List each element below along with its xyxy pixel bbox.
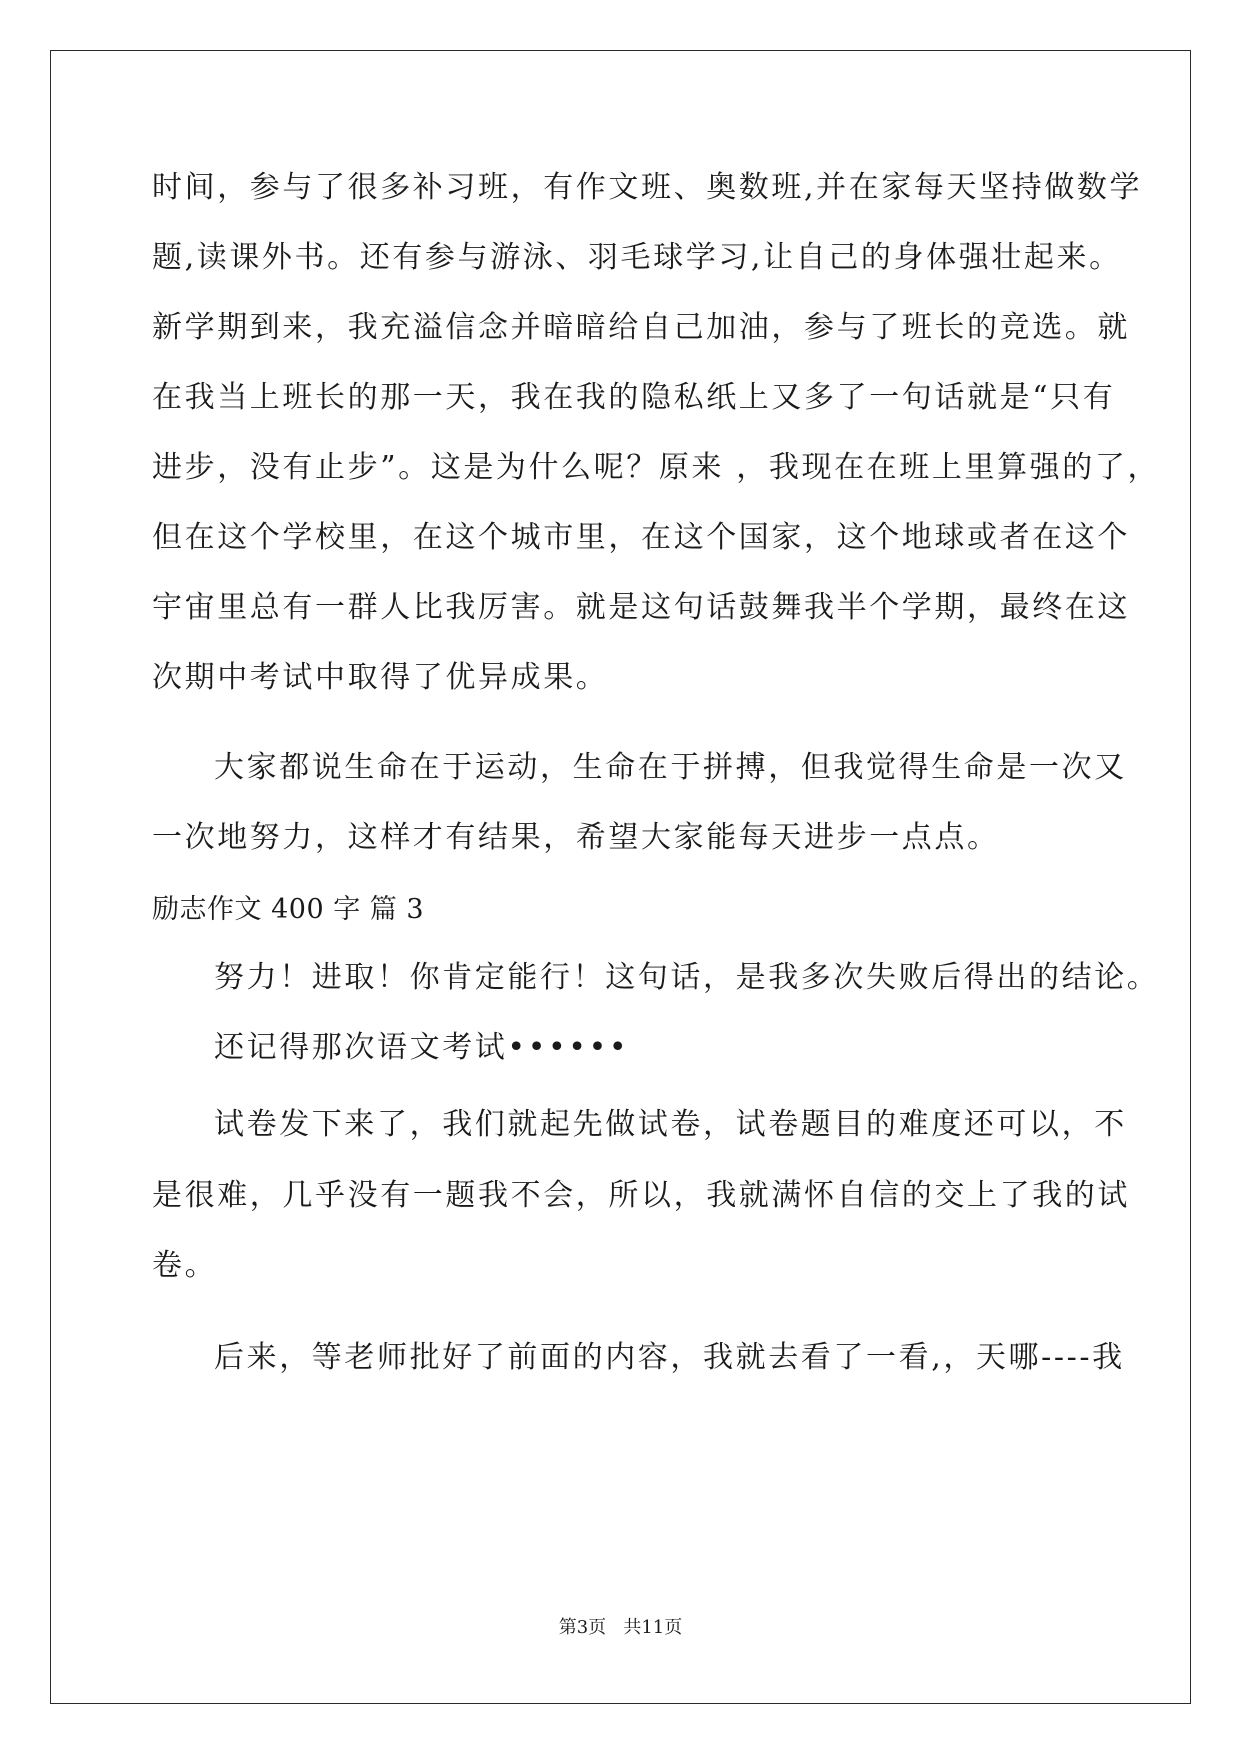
text-line: 进步，没有止步”。这是为什么呢？原来 ，我现在在班上里算强的了， — [152, 450, 1161, 485]
text-line: 卷。 — [152, 1248, 218, 1283]
text-line: 在我当上班长的那一天，我在我的隐私纸上又多了一句话就是“只有 — [152, 380, 1116, 415]
text-line: 次期中考试中取得了优异成果。 — [152, 660, 609, 695]
text-line: 大家都说生命在于运动，生命在于拼搏，但我觉得生命是一次又 — [214, 750, 1127, 785]
text-line: 但在这个学校里，在这个城市里，在这个国家，这个地球或者在这个 — [152, 520, 1130, 555]
text-line: 是很难，几乎没有一题我不会，所以，我就满怀自信的交上了我的试 — [152, 1178, 1130, 1213]
text-line: 试卷发下来了，我们就起先做试卷，试卷题目的难度还可以，不 — [214, 1107, 1127, 1142]
section-heading: 励志作文 400 字 篇 3 — [152, 894, 425, 925]
text-line: 后来，等老师批好了前面的内容，我就去看了一看,，天哪----我 — [214, 1340, 1125, 1375]
text-line: 题,读课外书。还有参与游泳、羽毛球学习,让自己的身体强壮起来。 — [152, 240, 1122, 275]
page-footer: 第3页 共11页 — [558, 1617, 683, 1638]
text-line: 时间，参与了很多补习班，有作文班、奥数班,并在家每天坚持做数学 — [152, 170, 1143, 205]
text-line: 还记得那次语文考试•••••• — [214, 1030, 630, 1065]
text-line: 努力！进取！你肯定能行！这句话，是我多次失败后得出的结论。 — [214, 960, 1160, 995]
text-line: 一次地努力，这样才有结果，希望大家能每天进步一点点。 — [152, 820, 1000, 855]
text-line: 宇宙里总有一群人比我厉害。就是这句话鼓舞我半个学期，最终在这 — [152, 590, 1130, 625]
page-border — [50, 50, 1191, 1704]
text-line: 新学期到来，我充溢信念并暗暗给自己加油，参与了班长的竞选。就 — [152, 310, 1130, 345]
